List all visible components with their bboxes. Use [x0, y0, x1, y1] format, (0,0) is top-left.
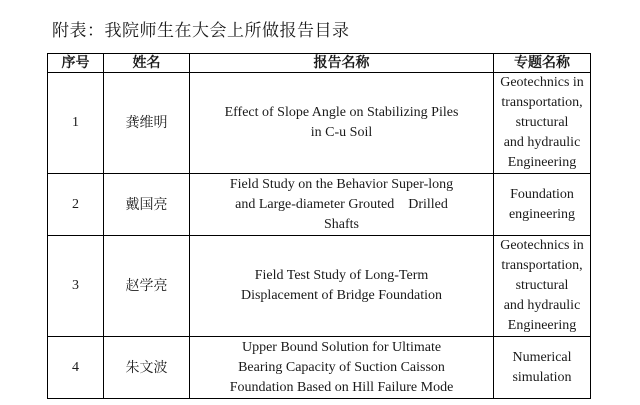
report-table — [47, 53, 591, 399]
topic-line: Engineering — [507, 318, 577, 333]
topic-line: engineering — [508, 206, 576, 222]
header-index: 序号 — [48, 54, 104, 73]
table-row — [48, 73, 591, 174]
title-line: Effect of Slope Angle on Stabilizing Piles — [224, 105, 459, 120]
title-line: Field Test Study of Long-Term — [254, 268, 429, 283]
row-title — [190, 73, 494, 174]
row-index: 3 — [48, 236, 104, 337]
row-name: 赵学亮 — [104, 236, 190, 337]
topic-line: structural — [515, 115, 569, 130]
row-name: 朱文波 — [104, 337, 190, 399]
title-line: and Large-diameter Grouted Drilled — [235, 196, 448, 212]
row-title — [190, 174, 494, 236]
title-line: Upper Bound Solution for Ultimate — [241, 339, 442, 355]
header-title: 报告名称 — [190, 54, 494, 73]
row-topic — [494, 337, 591, 399]
topic-line: Engineering — [507, 155, 577, 170]
title-line: Shafts — [324, 216, 359, 232]
row-topic — [494, 236, 591, 337]
title-line: in C-u Soil — [310, 125, 373, 140]
title-line: Bearing Capacity of Suction Caisson — [238, 359, 445, 375]
topic-line: and hydraulic — [503, 298, 581, 313]
table-caption: 附表：我院师生在大会上所做报告目录 — [52, 21, 350, 41]
row-index: 1 — [48, 73, 104, 174]
topic-line: transportation, — [501, 258, 583, 273]
row-topic — [494, 174, 591, 236]
row-title — [190, 337, 494, 399]
header-topic: 专题名称 — [494, 54, 591, 73]
table-row — [48, 236, 591, 337]
table-row — [48, 337, 591, 399]
table-row — [48, 174, 591, 236]
topic-line: and hydraulic — [503, 135, 581, 150]
topic-line: structural — [515, 278, 569, 293]
title-line: Displacement of Bridge Foundation — [240, 288, 443, 303]
title-line: Foundation Based on Hill Failure Mode — [229, 379, 454, 395]
table-header-row — [48, 54, 591, 73]
topic-line: Geotechnics in — [500, 75, 584, 90]
header-name: 姓名 — [104, 54, 190, 73]
topic-line: Numerical — [512, 349, 572, 365]
topic-line: transportation, — [501, 95, 583, 110]
title-line: Field Study on the Behavior Super-long — [229, 176, 454, 192]
row-index: 4 — [48, 337, 104, 399]
row-name: 龚维明 — [104, 73, 190, 174]
row-name: 戴国亮 — [104, 174, 190, 236]
topic-line: Geotechnics in — [500, 238, 584, 253]
topic-line: Foundation — [510, 186, 574, 202]
row-index: 2 — [48, 174, 104, 236]
row-topic — [494, 73, 591, 174]
topic-line: simulation — [512, 369, 572, 385]
row-title — [190, 236, 494, 337]
